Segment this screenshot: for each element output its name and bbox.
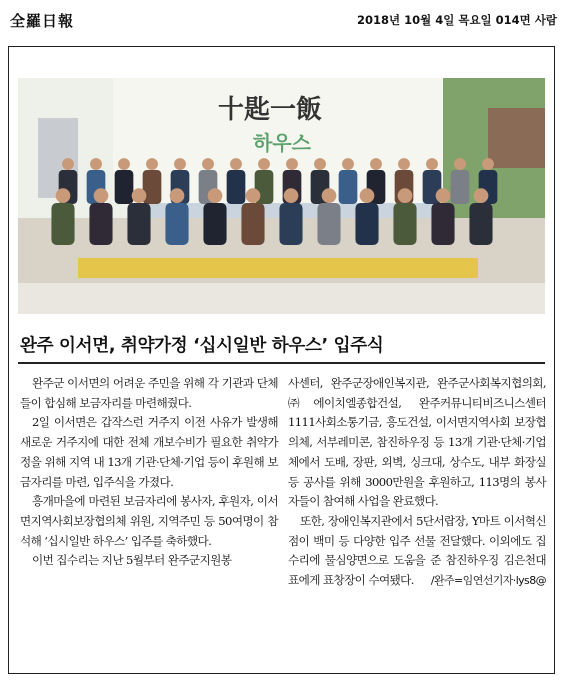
paragraph: 흥개마을에 마련된 보금자리에 봉사자, 후원자, 이서면지역사회보장협의체 위원, 지역주민 등 50여명이 참석해 ‘십시일반 하우스’ 입주를 축하했다.: [20, 494, 278, 548]
paragraph-text: 또한, 장애인복지관에서 5단서랍장, Y마트 이서혁신점이 백미 등 다양한 입주 선물 전달했다. 이외에도 집수리에 물심양면으로 도움을 준 참진하우징 김은천대표에게 표창장이 수여됐다.: [288, 513, 546, 588]
headline-rule: [18, 362, 545, 364]
person-head: [474, 188, 489, 203]
person-figure: [127, 203, 150, 245]
person-figure: [393, 203, 416, 245]
article-column-2: [288, 374, 546, 591]
person-head: [90, 158, 102, 170]
person-head: [398, 188, 413, 203]
person-figure: [241, 203, 264, 245]
paragraph: 2일 이서면은 갑작스런 거주지 이전 사유가 발생해 새로운 거주지에 대한 전체 개보수비가 필요한 취약가정을 위해 지역 내 13개 기관·단체·기업 등이 후원해 보금자리를 마련, 입주식을 가졌다.: [20, 415, 278, 489]
person-figure: [89, 203, 112, 245]
person-head: [146, 158, 158, 170]
person-head: [370, 158, 382, 170]
person-head: [230, 158, 242, 170]
person-head: [482, 158, 494, 170]
byline: /완주=임연선기자·lys8@: [430, 574, 546, 588]
person-head: [436, 188, 451, 203]
person-head: [360, 188, 375, 203]
masthead: [8, 4, 559, 44]
roof: [488, 108, 545, 168]
person-head: [202, 158, 214, 170]
person-head: [56, 188, 71, 203]
person-head: [258, 158, 270, 170]
person-head: [170, 188, 185, 203]
paragraph: 사센터, 완주군장애인복지관, 완주군사회복지협의회, ㈜에이치엘종합건설, 완주커뮤니티비즈니스센터 1111사회소통기금, 흥도건설, 이서면지역사회 보장협의체, 서부레미콘, 참진하우징 등 13개 기관·단체·기업체에서 도배, 장판, 외벽, 싱크대, 상수도, 내부 화장실 등 공사를 위해 3000만원을 후원하고, 113명의 봉사자들이 참여해 사업을 완료했다.: [288, 376, 546, 509]
person-figure: [431, 203, 454, 245]
person-figure: [279, 203, 302, 245]
person-head: [342, 158, 354, 170]
person-head: [322, 188, 337, 203]
banner-hanja: 十匙一飯: [218, 95, 323, 125]
person-head: [94, 188, 109, 203]
person-head: [246, 188, 261, 203]
person-figure: [339, 170, 358, 204]
group-photo-drawing: [18, 78, 545, 314]
banner-korean: 하우스: [253, 131, 311, 155]
person-figure: [51, 203, 74, 245]
person-figure: [469, 203, 492, 245]
person-figure: [355, 203, 378, 245]
person-head: [314, 158, 326, 170]
newspaper-name: 全羅日報: [10, 12, 75, 30]
headline: 완주 이서면, 취약가정 ‘십시일반 하우스’ 입주식: [20, 336, 384, 356]
benches: [78, 258, 478, 278]
person-head: [208, 188, 223, 203]
person-figure: [317, 203, 340, 245]
person-head: [62, 158, 74, 170]
paragraph: 완주군 이서면의 어려운 주민을 위해 각 기관과 단체들이 합심해 보금자리를 마련해줬다.: [20, 376, 278, 410]
person-figure: [115, 170, 134, 204]
group-photo: [18, 78, 545, 314]
person-figure: [451, 170, 470, 204]
dateline: 2018년 10월 4일 목요일 014면 사람: [356, 13, 557, 27]
person-head: [426, 158, 438, 170]
person-head: [284, 188, 299, 203]
paragraph: 이번 집수리는 지난 5월부터 완주군지원봉: [32, 553, 232, 568]
person-head: [286, 158, 298, 170]
paragraph: [288, 512, 546, 591]
person-head: [398, 158, 410, 170]
person-head: [118, 158, 130, 170]
person-figure: [165, 203, 188, 245]
article-column-1: [20, 374, 278, 571]
floor: [18, 283, 545, 314]
person-head: [174, 158, 186, 170]
person-head: [454, 158, 466, 170]
person-figure: [203, 203, 226, 245]
person-head: [132, 188, 147, 203]
person-figure: [227, 170, 246, 204]
